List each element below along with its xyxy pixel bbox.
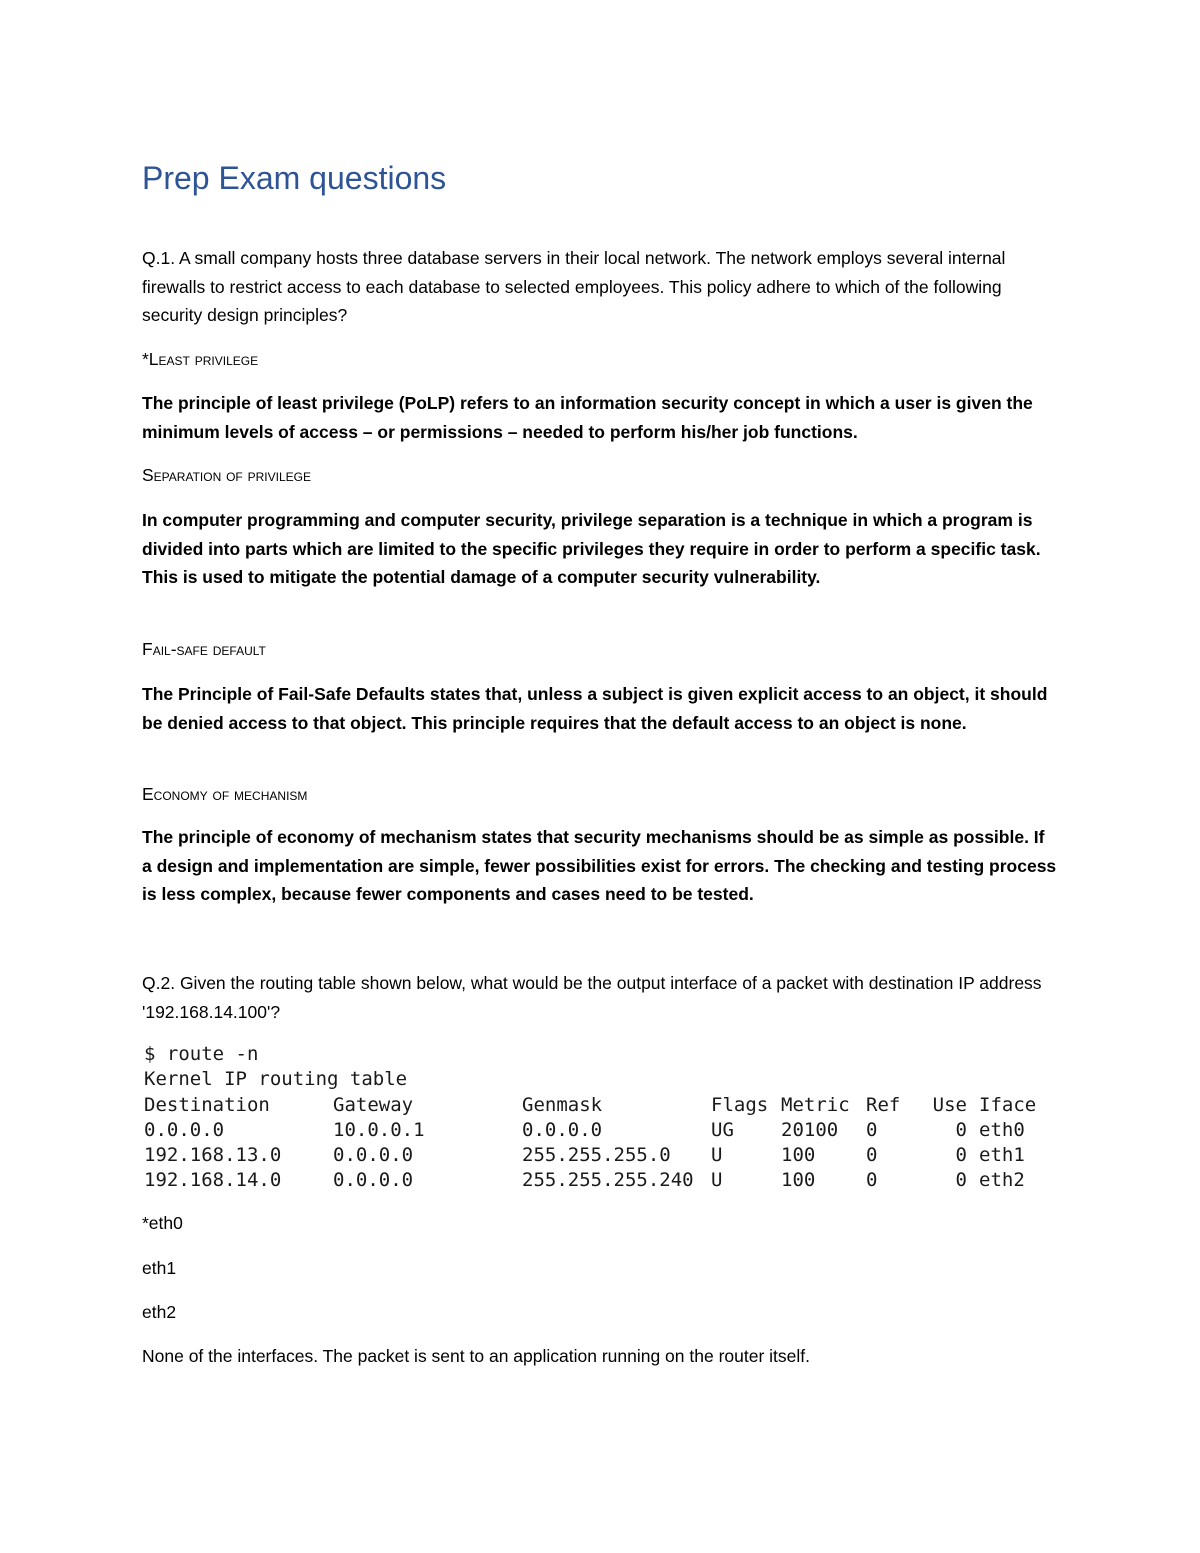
option-heading-fail-safe-default: Fail-safe default: [142, 639, 266, 659]
cell-iface: eth2: [979, 1169, 1025, 1192]
option-explanation-separation-of-privilege: In computer programming and computer security, privilege separation is a technique in which a program is divided into parts which are limited to the specific privileges they require in order to perform a specific task. This is used to mitigate the potential damage of a computer security vulnerability.: [142, 510, 1041, 587]
option-explanation-fail-safe-default: The Principle of Fail-Safe Defaults states that, unless a subject is given explicit access to an object, it should be denied access to that object. This principle requires that the default access to an object is none.: [142, 684, 1048, 733]
cell-flags: U: [711, 1144, 723, 1167]
header-flags: Flags: [711, 1093, 769, 1116]
routing-table-terminal: [144, 1042, 1049, 1194]
cell-iface: eth0: [979, 1118, 1025, 1141]
option-heading-economy-of-mechanism: Economy of mechanism: [142, 784, 308, 804]
cell-iface: eth1: [979, 1144, 1025, 1167]
answer-option-eth0: *eth0: [142, 1213, 183, 1233]
cell-metric: 100: [781, 1169, 816, 1192]
cell-gateway: 0.0.0.0: [333, 1169, 414, 1192]
option-explanation-least-privilege: The principle of least privilege (PoLP) refers to an information security concept in which a user is given the minimum levels of access – or permissions – needed to perform his/her job functions.: [142, 393, 1033, 442]
question-2: [142, 969, 1057, 1026]
header-ref: Ref: [866, 1093, 901, 1116]
question-1-label: Q.1.: [142, 248, 176, 268]
header-metric: Metric: [781, 1093, 850, 1116]
option-explanation-economy-of-mechanism: The principle of economy of mechanism states that security mechanisms should be as simple as possible. If a design and implementation are simple, fewer possibilities exist for errors. The checking and testing process is less complex, because fewer components and cases need to be tested.: [142, 827, 1057, 904]
cell-genmask: 255.255.255.0: [522, 1144, 671, 1167]
cell-metric: 100: [781, 1144, 816, 1167]
option-heading-separation-of-privilege: Separation of privilege: [142, 465, 311, 485]
cell-destination: 192.168.14.0: [144, 1169, 282, 1192]
question-2-label: Q.2.: [142, 973, 176, 993]
answer-option-eth2: eth2: [142, 1302, 177, 1322]
question-1-text: A small company hosts three database servers in their local network. The network employs several internal firewalls to restrict access to each database to selected employees. This policy adhere to which of the following security design principles?: [142, 248, 1006, 325]
header-gateway: Gateway: [333, 1093, 414, 1116]
header-genmask: Genmask: [522, 1093, 603, 1116]
table-row: [144, 1143, 1049, 1168]
cell-flags: U: [711, 1169, 723, 1192]
header-use: Use: [932, 1093, 967, 1116]
cell-destination: 0.0.0.0: [144, 1118, 225, 1141]
answer-option-eth1: eth1: [142, 1258, 177, 1278]
cell-metric: 20100: [781, 1118, 839, 1141]
terminal-command: $ route -n: [144, 1043, 259, 1065]
table-row: [144, 1168, 1049, 1193]
cell-destination: 192.168.13.0: [144, 1144, 282, 1167]
routing-table-header: [144, 1093, 1049, 1118]
cell-gateway: 0.0.0.0: [333, 1144, 414, 1167]
cell-flags: UG: [711, 1118, 734, 1141]
cell-ref: 0: [866, 1118, 878, 1141]
table-row: [144, 1118, 1049, 1143]
question-2-text: Given the routing table shown below, what would be the output interface of a packet with destination IP address '192.168.14.100'?: [142, 973, 1042, 1022]
cell-genmask: 0.0.0.0: [522, 1118, 603, 1141]
header-destination: Destination: [144, 1093, 270, 1116]
cell-ref: 0: [866, 1169, 878, 1192]
cell-use: 0: [955, 1169, 967, 1192]
cell-ref: 0: [866, 1144, 878, 1167]
cell-genmask: 255.255.255.240: [522, 1169, 694, 1192]
header-iface: Iface: [979, 1093, 1037, 1116]
cell-use: 0: [955, 1118, 967, 1141]
answer-option-router-itself: None of the interfaces. The packet is sent to an application running on the router itself.: [142, 1346, 810, 1366]
cell-use: 0: [955, 1144, 967, 1167]
page-title: Prep Exam questions: [142, 160, 447, 196]
option-heading-least-privilege: *Least privilege: [142, 349, 259, 369]
cell-gateway: 10.0.0.1: [333, 1118, 425, 1141]
terminal-table-title: Kernel IP routing table: [144, 1068, 408, 1091]
question-1: [142, 244, 1057, 330]
